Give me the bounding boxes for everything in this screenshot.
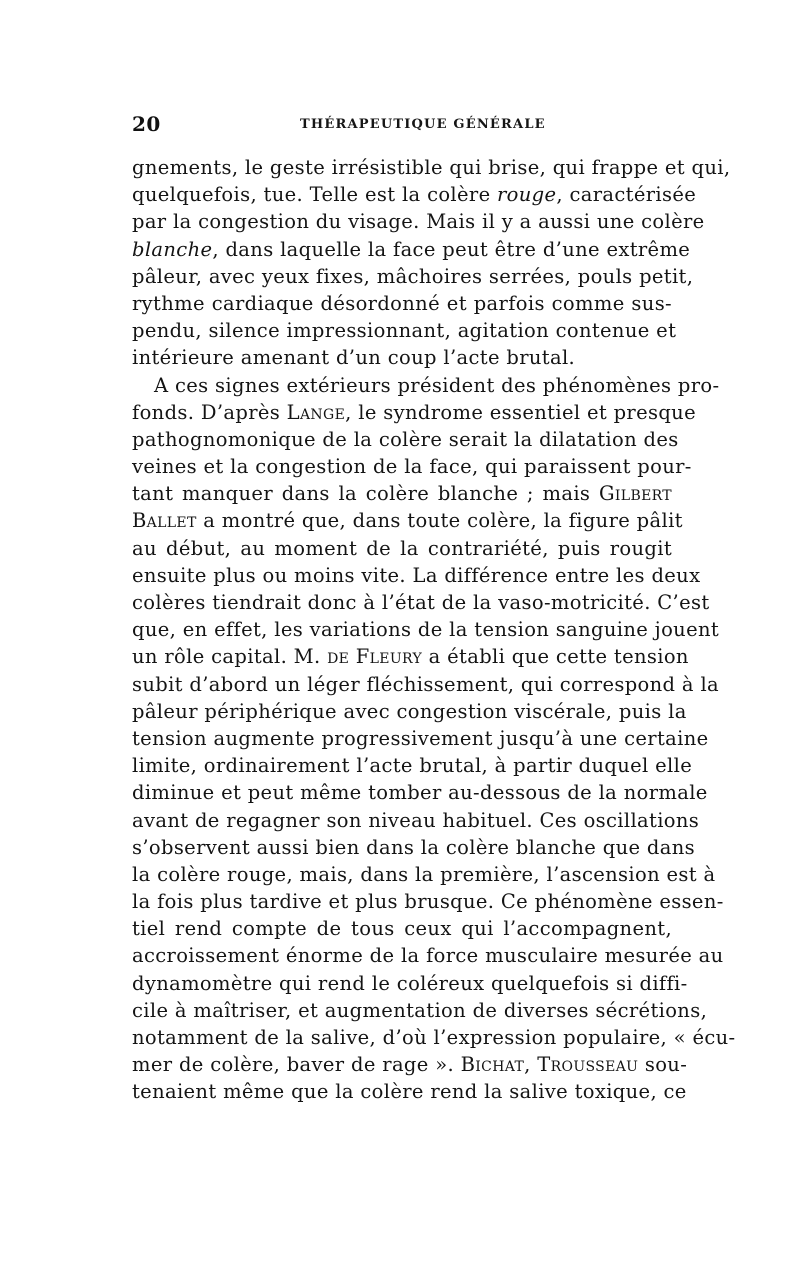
- text-line: pâleur périphérique avec congestion viscérale, puis la: [132, 699, 687, 723]
- text-line: la colère rouge, mais, dans la première, l’ascension est à: [132, 862, 716, 886]
- text-line: [132, 236, 691, 263]
- text-run: tant manquer dans la colère blanche ; mais: [132, 482, 599, 506]
- text-line: la fois plus tardive et plus brusque. Ce phénomène essen-: [132, 890, 724, 914]
- text-run: a établi que cette tension: [422, 645, 689, 669]
- running-head: [132, 112, 672, 142]
- text-line: subit d’abord un léger fléchissement, qui correspond à la: [132, 672, 720, 696]
- text-run: quelquefois, tue. Telle est la colère: [132, 183, 498, 207]
- author-name: Trousseau: [537, 1053, 639, 1077]
- text-line: [132, 399, 696, 426]
- author-name: Lange: [286, 400, 346, 424]
- text-line: colères tiendrait donc à l’état de la vaso-motricité. C’est: [132, 591, 710, 614]
- text-line: par la congestion du visage. Mais il y a aussi une colère: [132, 210, 705, 234]
- text-line: [132, 181, 697, 208]
- text-line: avant de regagner son niveau habituel. Ces oscillations: [132, 808, 700, 832]
- text-line: limite, ordinairement l’acte brutal, à partir duquel elle: [132, 754, 693, 778]
- text-line: veines et la congestion de la face, qui paraissent pour-: [132, 455, 692, 479]
- author-name: Ballet: [132, 509, 197, 533]
- text-line: [132, 1051, 688, 1078]
- body-text: [132, 154, 736, 1106]
- text-line: pendu, silence impressionnant, agitation contenue et: [132, 319, 677, 343]
- text-line: dynamomètre qui rend le coléreux quelquefois si diffi-: [132, 971, 688, 995]
- text-run: fonds. D’après: [132, 400, 287, 424]
- author-name: Gilbert: [599, 482, 672, 506]
- text-line: pâleur, avec yeux fixes, mâchoires serrées, pouls petit,: [132, 264, 694, 288]
- text-line: tiel rend compte de tous ceux qui l’accompagnent,: [132, 917, 672, 941]
- text-line: au début, au moment de la contrariété, puis rougit: [132, 536, 672, 560]
- text-run: , dans laquelle la face peut être d’une extrême: [212, 237, 691, 261]
- text-line: accroissement énorme de la force musculaire mesurée au: [132, 944, 724, 968]
- text-run: , caractérisée: [556, 183, 697, 207]
- text-line: ensuite plus ou moins vite. La différence entre les deux: [132, 563, 701, 587]
- text-run: un rôle capital. M.: [132, 645, 328, 669]
- text-line: intérieure amenant d’un coup l’acte brutal.: [132, 346, 576, 370]
- author-name: Bichat: [460, 1053, 525, 1077]
- text-line: rythme cardiaque désordonné et parfois comme sus-: [132, 291, 672, 315]
- emphasis-blanche: blanche: [132, 237, 213, 261]
- text-run: ,: [524, 1053, 538, 1077]
- text-line: que, en effet, les variations de la tension sanguine jouent: [132, 618, 720, 642]
- text-line: A ces signes extérieurs président des phénomènes pro-: [154, 373, 720, 397]
- running-title: THÉRAPEUTIQUE GÉNÉRALE: [300, 117, 546, 132]
- text-line: [132, 507, 683, 534]
- text-run: a montré que, dans toute colère, la figure pâlit: [196, 509, 683, 533]
- text-line: tension augmente progressivement jusqu’à une certaine: [132, 726, 709, 750]
- emphasis-rouge: rouge: [497, 183, 557, 207]
- page-number: 20: [132, 112, 161, 136]
- text-run: mer de colère, baver de rage ».: [132, 1053, 461, 1077]
- text-line: tenaient même que la colère rend la salive toxique, ce: [132, 1080, 687, 1104]
- text-run: sou-: [638, 1053, 688, 1077]
- text-run: , le syndrome essentiel et presque: [345, 400, 696, 424]
- text-line: [132, 480, 672, 507]
- text-line: gnements, le geste irrésistible qui brise, qui frappe et qui,: [132, 156, 731, 179]
- text-line: diminue et peut même tomber au-dessous de la normale: [132, 781, 708, 805]
- text-line: cile à maîtriser, et augmentation de diverses sécrétions,: [132, 998, 708, 1022]
- text-line: [132, 643, 689, 670]
- text-line: pathognomonique de la colère serait la dilatation des: [132, 427, 679, 451]
- author-name: de Fleury: [327, 645, 423, 669]
- text-line: notamment de la salive, d’où l’expression populaire, « écu-: [132, 1026, 736, 1049]
- text-line: s’observent aussi bien dans la colère blanche que dans: [132, 835, 696, 859]
